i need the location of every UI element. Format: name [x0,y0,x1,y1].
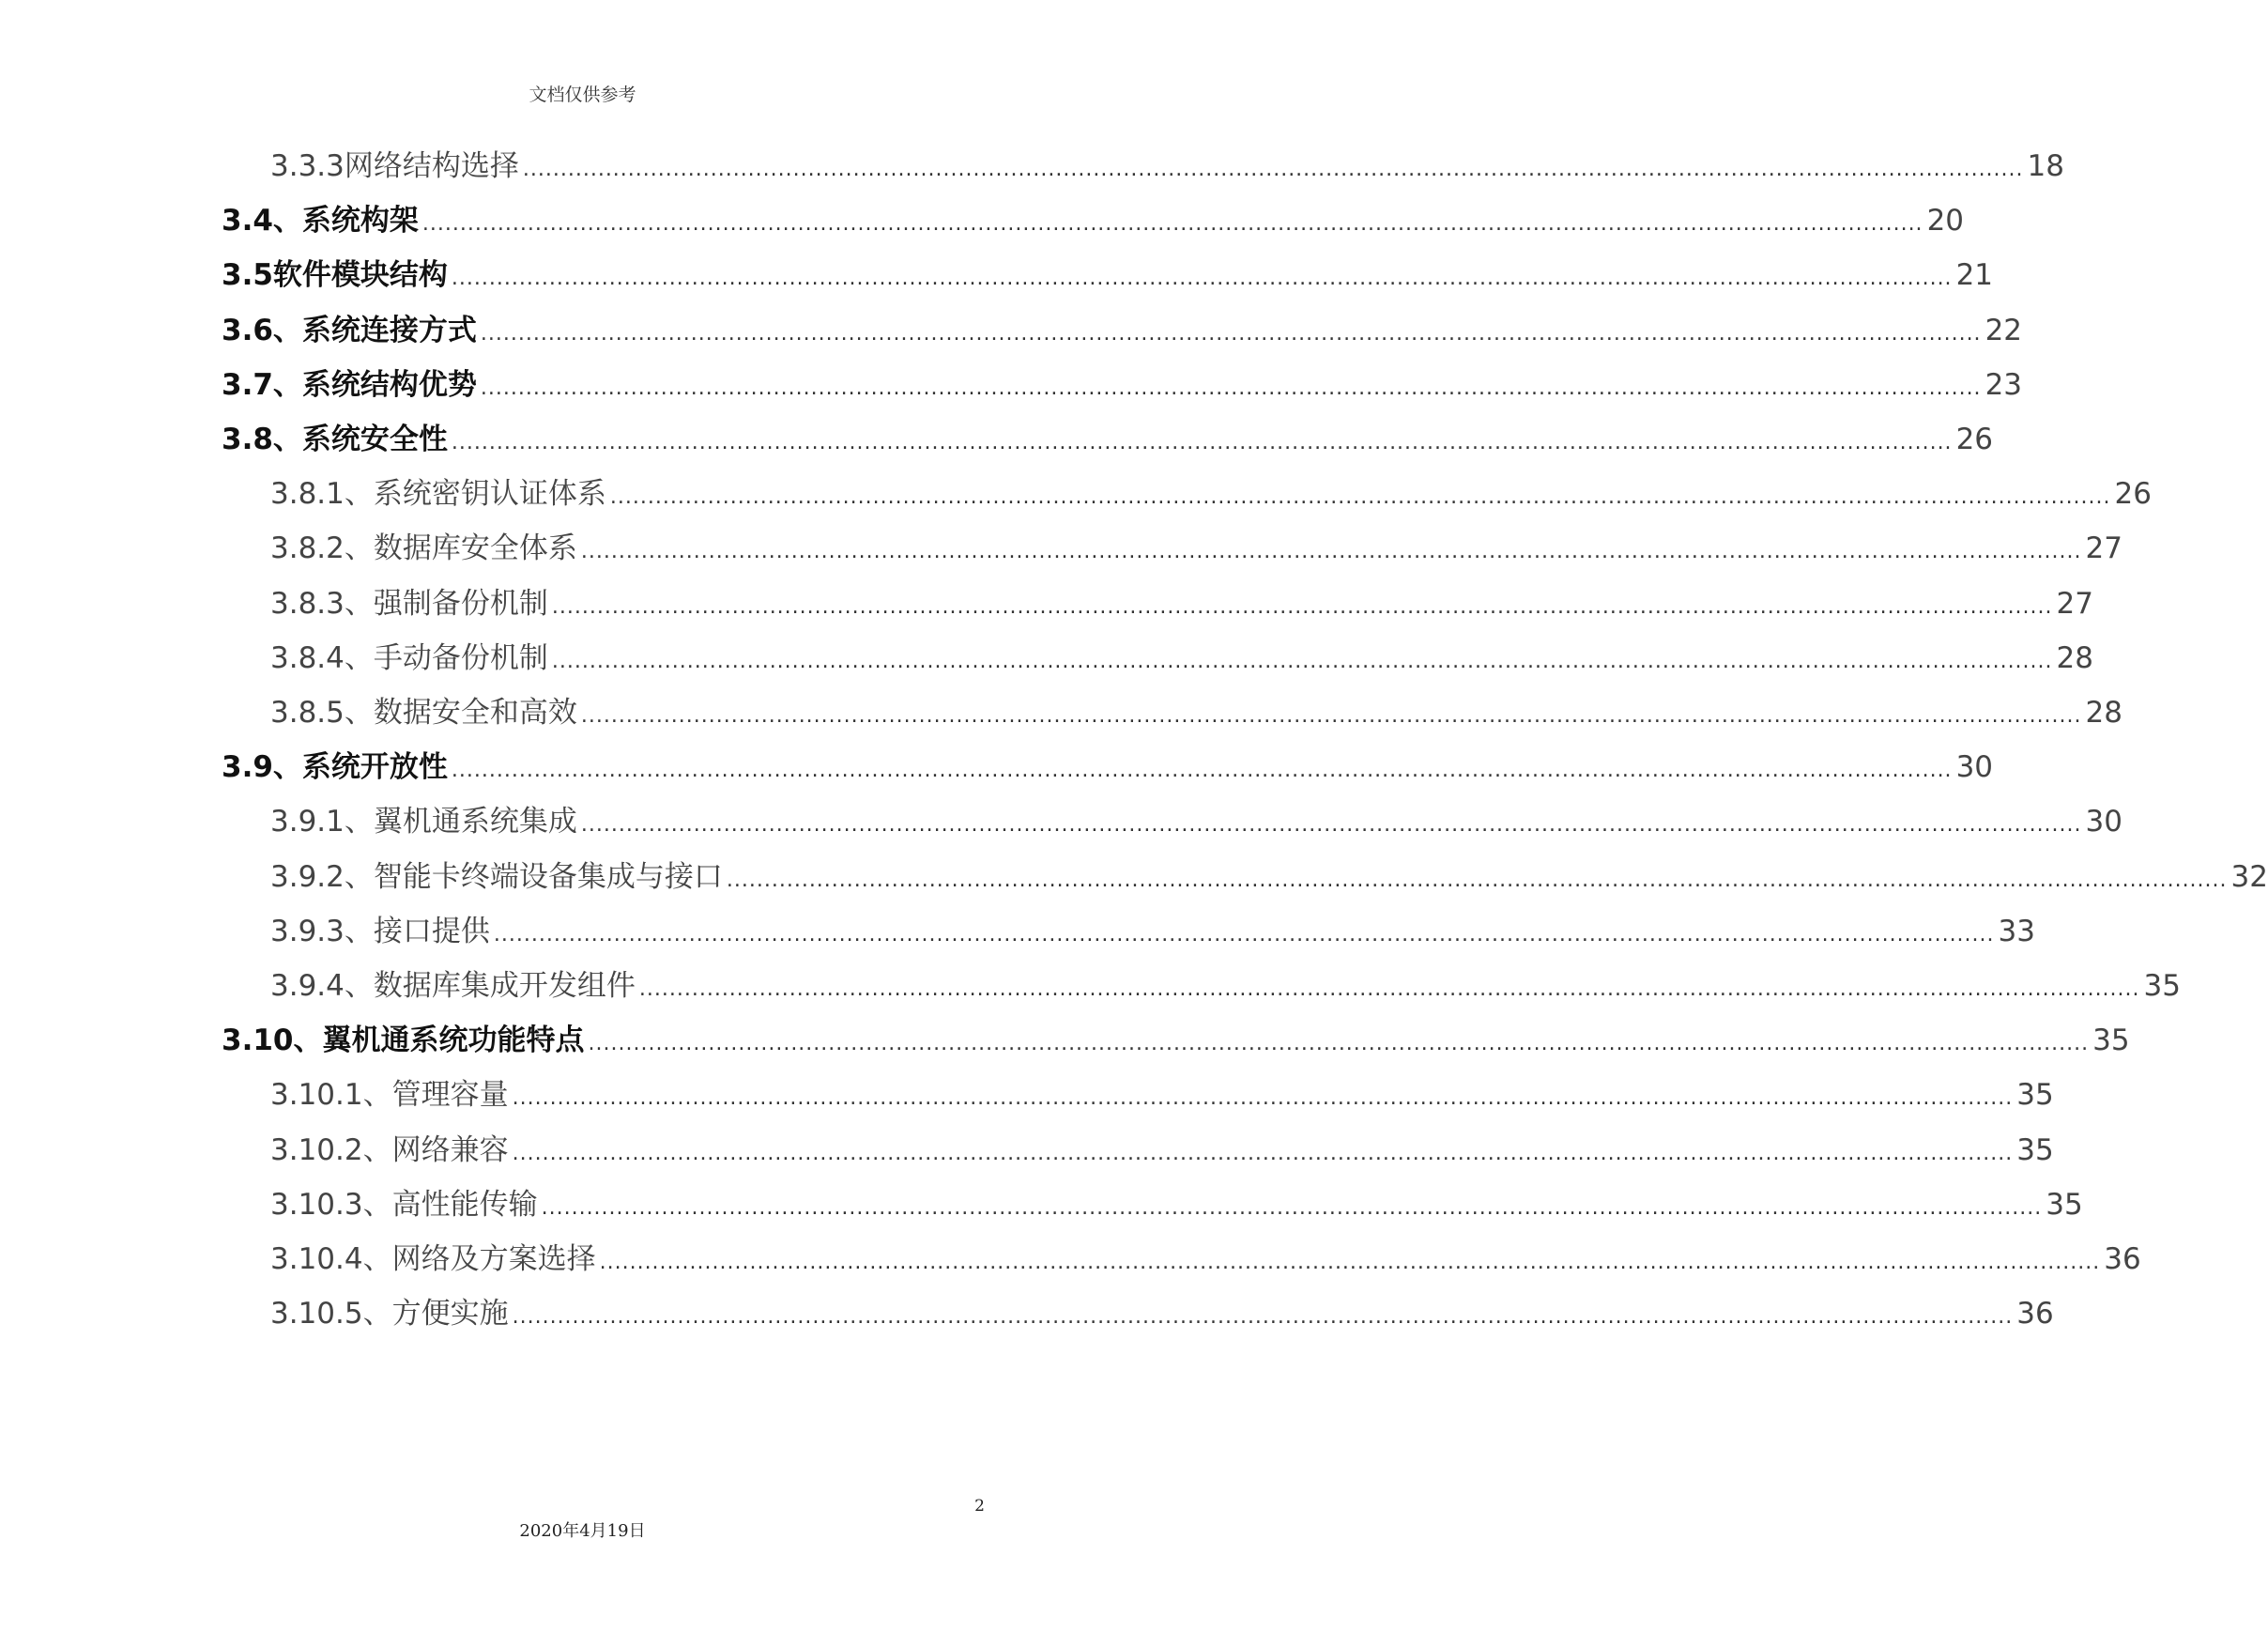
toc-entry-page: 26 [1955,423,1994,456]
page-footer-date: 2020年4月19日 [519,1521,646,1541]
toc-entry-page: 18 [2027,149,2064,183]
toc-entry-page: 30 [2085,805,2122,839]
toc-entry-page: 21 [1955,258,1994,293]
toc-entry-number: 3.3.3 [270,149,345,183]
toc-entry[interactable] [270,854,2268,900]
toc-entry-title: 数据库安全体系 [373,531,577,566]
toc-entry-title: 智能卡终端设备集成与接口 [373,859,723,894]
toc-entry-title: 系统连接方式 [301,313,477,347]
toc-entry-page: 36 [2016,1297,2054,1331]
toc-entry-title: 管理容量 [391,1078,509,1113]
toc-entry[interactable] [222,197,1965,244]
toc-entry[interactable] [222,252,1994,299]
toc-dot-leader: ........................................................................................................................................................................................................ [451,431,1953,454]
toc-entry[interactable] [222,1017,2130,1064]
toc-entry-title: 系统开放性 [301,750,448,785]
toc-entry-page: 22 [1984,313,2023,347]
toc-dot-leader: ........................................................................................................................................................................................................ [551,649,2053,673]
toc-entry[interactable] [270,143,2064,190]
toc-entry-title: 网络结构选择 [344,149,519,183]
toc-entry-page: 35 [2046,1187,2083,1222]
toc-dot-leader: ........................................................................................................................................................................................................ [451,759,1953,783]
toc-entry[interactable] [270,798,2122,845]
toc-entry[interactable] [270,1290,2054,1337]
toc-entry-page: 28 [2085,696,2122,730]
toc-entry-number: 3.9.1、 [270,805,374,839]
toc-entry-title: 系统安全性 [301,423,448,456]
toc-entry-number: 3.10.1、 [270,1078,392,1113]
toc-dot-leader: ........................................................................................................................................................................................................ [512,1305,2014,1330]
toc-entry-number: 3.4、 [222,204,302,239]
toc-entry-number: 3.5 [222,258,273,293]
toc-entry-page: 27 [2085,531,2122,566]
toc-entry-page: 30 [1955,750,1994,785]
toc-dot-leader: ........................................................................................................................................................................................................ [599,1251,2101,1274]
toc-entry-page: 35 [2143,969,2181,1003]
toc-entry-title: 强制备份机制 [373,586,548,621]
toc-entry-page: 27 [2056,586,2093,621]
toc-entry-page: 26 [2114,477,2152,512]
toc-entry[interactable] [270,689,2122,736]
toc-entry[interactable] [222,362,2023,408]
toc-entry[interactable] [222,416,1994,463]
toc-entry-number: 3.8.3、 [270,586,374,621]
toc-entry-number: 3.10.2、 [270,1132,392,1167]
toc-entry-title: 系统结构优势 [301,367,477,402]
toc-dot-leader: ........................................................................................................................................................................................................ [580,704,2082,728]
toc-entry-number: 3.8.5、 [270,696,374,730]
toc-dot-leader: ........................................................................................................................................................................................................ [421,212,1923,237]
toc-entry[interactable] [222,744,1994,791]
toc-entry[interactable] [270,1127,2054,1174]
toc-entry[interactable] [270,962,2181,1009]
toc-entry[interactable] [222,307,2023,354]
toc-entry-page: 23 [1984,367,2023,402]
toc-entry-title: 手动备份机制 [373,640,548,675]
toc-entry-number: 3.9.3、 [270,914,374,948]
toc-dot-leader: ........................................................................................................................................................................................................ [512,1141,2014,1165]
toc-entry-number: 3.7、 [222,367,302,402]
toc-entry-title: 高性能传输 [391,1187,538,1222]
toc-entry-page: 35 [2016,1132,2054,1167]
toc-entry-title: 数据库集成开发组件 [373,969,636,1003]
toc-entry-number: 3.10.5、 [270,1297,392,1331]
toc-dot-leader: ........................................................................................................................................................................................................ [522,158,2024,181]
toc-entry-title: 网络及方案选择 [391,1242,596,1276]
toc-entry[interactable] [270,580,2093,627]
toc-entry-page: 35 [2092,1024,2130,1058]
toc-entry-title: 系统密钥认证体系 [373,477,606,512]
toc-entry-title: 接口提供 [373,914,490,948]
toc-entry-title: 数据安全和高效 [373,696,577,730]
toc-entry-number: 3.8.4、 [270,640,374,675]
toc-entry-title: 软件模块结构 [272,258,448,293]
toc-entry[interactable] [270,635,2093,682]
toc-entry-page: 35 [2016,1078,2054,1113]
toc-entry-number: 3.10、 [222,1024,323,1058]
toc-entry-number: 3.10.3、 [270,1187,392,1222]
toc-dot-leader: ........................................................................................................................................................................................................ [512,1086,2014,1111]
toc-entry[interactable] [270,1236,2141,1283]
toc-entry-title: 方便实施 [391,1297,509,1331]
toc-entry-number: 3.10.4、 [270,1242,392,1276]
toc-dot-leader: ........................................................................................................................................................................................................ [551,594,2053,619]
toc-entry-page: 28 [2056,640,2093,675]
toc-entry-number: 3.8、 [222,423,302,456]
toc-dot-leader: ........................................................................................................................................................................................................ [580,540,2082,564]
toc-entry-title: 系统构架 [301,204,419,239]
toc-dot-leader: ........................................................................................................................................................................................................ [588,1032,2090,1056]
toc-entry-number: 3.8.1、 [270,477,374,512]
toc-entry-number: 3.6、 [222,313,302,347]
toc-entry-number: 3.9.2、 [270,859,374,894]
toc-entry-title: 翼机通系统集成 [373,805,577,839]
toc-dot-leader: ........................................................................................................................................................................................................ [480,321,1982,346]
toc-entry-title: 网络兼容 [391,1132,509,1167]
toc-entry-number: 3.9、 [222,750,302,785]
toc-entry[interactable] [270,525,2122,572]
toc-dot-leader: ........................................................................................................................................................................................................ [580,813,2082,838]
toc-dot-leader: ........................................................................................................................................................................................................ [638,977,2140,1001]
toc-dot-leader: ........................................................................................................................................................................................................ [451,267,1953,291]
toc-entry-page: 20 [1926,204,1965,239]
page-number: 2 [974,1497,985,1516]
toc-dot-leader: ........................................................................................................................................................................................................ [541,1195,2043,1220]
toc-entry[interactable] [270,1181,2083,1228]
toc-entry-number: 3.9.4、 [270,969,374,1003]
toc-dot-leader: ........................................................................................................................................................................................................ [493,922,1995,947]
page-header: 文档仅供参考 [529,85,636,105]
toc-entry[interactable] [270,470,2152,517]
toc-entry[interactable] [270,1071,2054,1118]
toc-entry-page: 36 [2104,1242,2141,1276]
toc-entry-page: 32 [2230,859,2268,894]
toc-entry-number: 3.8.2、 [270,531,374,566]
toc-dot-leader: ........................................................................................................................................................................................................ [609,485,2111,510]
toc-dot-leader: ........................................................................................................................................................................................................ [480,376,1982,400]
toc-entry[interactable] [270,908,2035,955]
toc-entry-title: 翼机通系统功能特点 [322,1024,585,1058]
toc-dot-leader: ........................................................................................................................................................................................................ [726,868,2228,892]
toc-entry-page: 33 [1998,914,2035,948]
